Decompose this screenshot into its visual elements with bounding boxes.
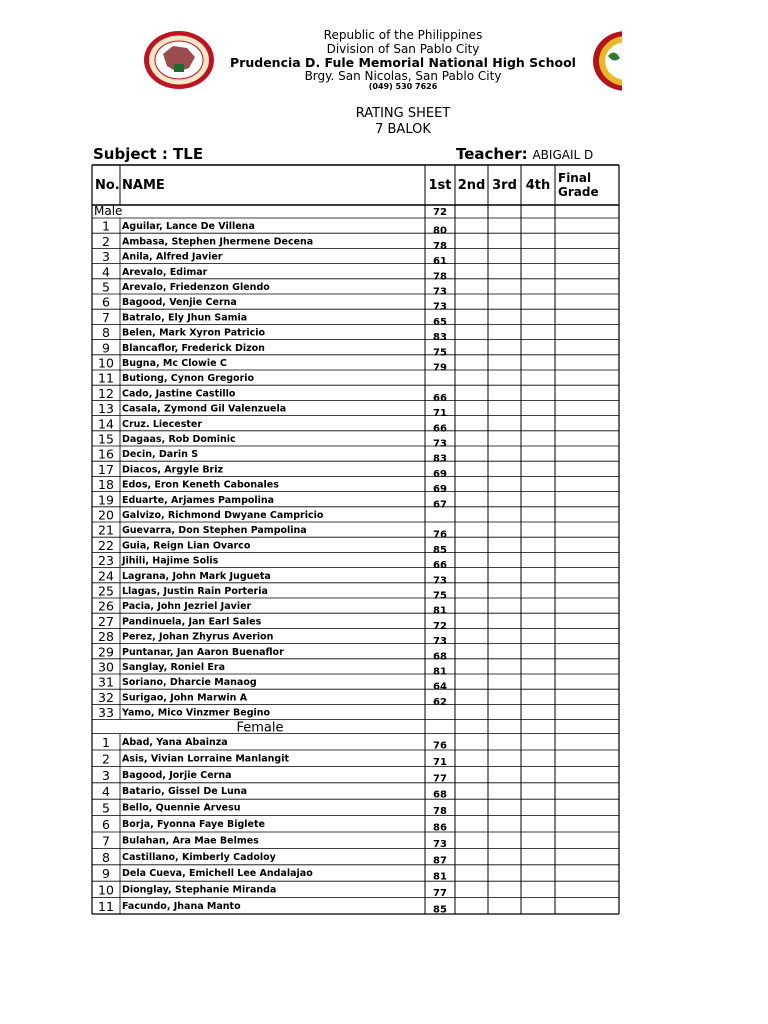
student-name: Sanglay, Roniel Era	[122, 662, 226, 673]
grade-cell: 76	[433, 529, 447, 541]
student-name: Batralo, Ely Jhun Samia	[122, 312, 248, 324]
row-number: 16	[98, 446, 114, 462]
row-number: 11	[98, 899, 114, 914]
row-number: 1	[102, 735, 110, 750]
female-section-label: Female	[236, 720, 284, 736]
student-name: Butiong, Cynon Gregorio	[122, 373, 255, 385]
student-name: Pacia, John Jezriel Javier	[122, 601, 252, 613]
student-name: Jihili, Hajime Solis	[122, 555, 219, 567]
student-name: Bulahan, Ara Mae Belmes	[122, 835, 259, 847]
republic-line: Republic of the Philippines	[323, 28, 483, 42]
student-name: Facundo, Jhana Manto	[122, 901, 241, 912]
row-number: 33	[98, 705, 114, 721]
grade-cell: 73	[433, 838, 447, 850]
column-header-name: NAME	[122, 178, 165, 193]
grade-cell: 85	[433, 544, 447, 556]
column-header-4th: 4th	[525, 178, 551, 193]
student-name: Edos, Eron Keneth Cabonales	[122, 479, 279, 491]
row-number: 10	[98, 882, 114, 898]
student-name: Aguilar, Lance De Villena	[122, 221, 255, 233]
grade-cell: 76	[433, 740, 447, 752]
student-name: Puntanar, Jan Aaron Buenaflor	[122, 646, 284, 658]
row-number: 31	[98, 674, 114, 690]
grade-cell: 69	[433, 468, 447, 480]
row-number: 24	[98, 568, 114, 584]
row-number: 7	[102, 309, 110, 325]
row-number: 30	[98, 659, 114, 675]
grade-cell: 73	[433, 301, 447, 313]
row-number: 4	[102, 784, 110, 800]
row-number: 8	[102, 325, 110, 341]
student-name: Arevalo, Edimar	[122, 266, 208, 278]
grade-cell: 75	[433, 347, 447, 359]
row-number: 5	[102, 800, 110, 816]
grade-cell: 79	[433, 362, 447, 374]
student-name: Pandinuela, Jan Earl Sales	[122, 616, 262, 628]
row-number: 7	[102, 833, 110, 849]
row-number: 25	[98, 583, 114, 599]
grade-cell: 81	[433, 871, 447, 883]
row-number: 19	[98, 492, 114, 508]
row-number: 21	[98, 522, 114, 538]
row-number: 14	[98, 416, 114, 432]
row-number: 10	[98, 355, 114, 371]
teacher-label: Teacher:	[456, 145, 528, 163]
grade-cell: 83	[433, 453, 447, 465]
student-name: Galvizo, Richmond Dwyane Campricio	[122, 510, 324, 521]
grade-cell: 73	[433, 438, 447, 450]
grade-cell: 77	[433, 773, 447, 785]
grade-cell: 71	[433, 408, 447, 420]
column-header-1st: 1st	[428, 178, 452, 193]
student-name: Lagrana, John Mark Jugueta	[122, 570, 271, 582]
row-number: 6	[102, 817, 110, 832]
row-number: 13	[98, 401, 114, 417]
student-name: Yamo, Mico Vinzmer Begino	[122, 707, 271, 719]
student-name: Borja, Fyonna Faye Biglete	[122, 819, 265, 830]
column-header-no: No.	[95, 178, 120, 193]
teacher-name: ABIGAIL D	[532, 148, 594, 162]
row-number: 3	[102, 249, 110, 265]
grade-cell: 83	[433, 332, 447, 344]
student-name: Asis, Vivian Lorraine Manlangit	[122, 753, 289, 765]
student-name: Anila, Alfred Javier	[122, 251, 223, 263]
row-number: 15	[98, 431, 114, 447]
grade-cell: 73	[433, 575, 447, 587]
grade-cell: 71	[433, 756, 447, 768]
student-name: Guevarra, Don Stephen Pampolina	[122, 525, 307, 537]
row-number: 32	[98, 689, 114, 705]
student-name: Batario, Gissel De Luna	[122, 786, 247, 798]
grade-cell: 73	[433, 636, 447, 648]
grade-cell: 85	[433, 904, 447, 916]
grade-cell: 72	[433, 620, 447, 632]
student-name: Llagas, Justin Rain Porteria	[122, 586, 268, 597]
row-number: 18	[98, 477, 114, 493]
grade-cell: 87	[433, 855, 447, 867]
grade-cell: 77	[433, 888, 447, 900]
row-number: 27	[98, 613, 114, 629]
student-name: Cruz. Liecester	[122, 418, 203, 430]
grade-cell: 78	[433, 271, 447, 283]
row-number: 23	[98, 553, 114, 569]
student-name: Guia, Reign Lian Ovarco	[122, 540, 251, 552]
student-name: Diacos, Argyle Briz	[122, 464, 224, 476]
column-header-3rd: 3rd	[492, 178, 517, 193]
column-header-final: Final	[558, 171, 592, 185]
student-name: Belen, Mark Xyron Patricio	[122, 327, 266, 339]
grade-cell: 61	[433, 256, 447, 268]
grade-cell: 73	[433, 286, 447, 298]
row-number: 5	[102, 279, 110, 295]
grade-cell: 69	[433, 484, 447, 496]
row-number: 2	[102, 751, 110, 767]
column-header-grade: Grade	[558, 185, 599, 199]
grade-cell: 66	[433, 423, 447, 435]
student-name: Arevalo, Friedenzon Glendo	[122, 282, 270, 293]
sheet-title: RATING SHEET	[355, 106, 451, 121]
section-name: 7 BALOK	[375, 122, 431, 137]
student-name: Casala, Zymond Gil Valenzuela	[122, 403, 287, 415]
grade-cell: 86	[433, 822, 447, 834]
row-number: 9	[102, 340, 110, 356]
subject-label: Subject : TLE	[93, 145, 204, 163]
division-line: Division of San Pablo City	[326, 42, 480, 56]
grade-cell: 68	[433, 789, 447, 801]
student-name: Abad, Yana Abainza	[122, 737, 228, 748]
student-name: Surigao, John Marwin A	[122, 692, 248, 704]
student-name: Dela Cueva, Emichell Lee Andalajao	[122, 868, 313, 880]
row-number: 1	[102, 218, 110, 234]
grade-cell: 80	[433, 225, 447, 237]
student-name: Soriano, Dharcie Manaog	[122, 677, 257, 689]
grade-cell: 81	[433, 666, 447, 678]
student-name: Perez, Johan Zhyrus Averion	[122, 631, 274, 643]
student-name: Bello, Quennie Arvesu	[122, 802, 241, 814]
student-name: Bagood, Jorjie Cerna	[122, 769, 232, 781]
grade-cell: 66	[433, 392, 447, 404]
student-name: Blancaflor, Frederick Dizon	[122, 342, 265, 354]
grade-cell: 75	[433, 590, 447, 602]
grade-cell: 67	[433, 499, 447, 511]
student-name: Eduarte, Arjames Pampolina	[122, 494, 275, 506]
student-name: Bugna, Mc Clowie C	[122, 358, 227, 369]
grade-cell: 78	[433, 240, 447, 252]
grade-cell: 78	[433, 806, 447, 818]
student-name: Cado, Jastine Castillo	[122, 388, 236, 400]
row-number: 28	[98, 629, 114, 645]
male-section-label: Male	[94, 204, 123, 218]
row-number: 6	[102, 294, 110, 310]
student-name: Ambasa, Stephen Jhermene Decena	[122, 236, 314, 248]
row-number: 22	[98, 537, 114, 553]
row-number: 8	[102, 849, 110, 865]
row-number: 9	[102, 866, 110, 882]
student-name: Dagaas, Rob Dominic	[122, 434, 236, 445]
row-number: 2	[102, 233, 110, 249]
student-name: Castillano, Kimberly Cadoloy	[122, 851, 276, 863]
row-number: 3	[102, 767, 110, 783]
grade-cell: 66	[433, 560, 447, 572]
grade-cell: 62	[433, 696, 447, 708]
student-name: Decin, Darin S	[122, 449, 199, 461]
row-number: 17	[98, 461, 114, 477]
student-name: Bagood, Venjie Cerna	[122, 297, 237, 309]
grade-cell: 68	[433, 651, 447, 663]
row-number: 20	[98, 507, 114, 523]
row-number: 26	[98, 598, 114, 614]
student-name: Dionglay, Stephanie Miranda	[122, 884, 277, 896]
grade-cell: 65	[433, 316, 447, 328]
grade-cell: 72	[433, 207, 447, 218]
grade-cell: 64	[433, 681, 447, 693]
row-number: 12	[98, 385, 114, 401]
row-number: 29	[98, 644, 114, 660]
column-header-2nd: 2nd	[457, 178, 486, 193]
row-number: 4	[102, 264, 110, 280]
school-phone: (049) 530 7626	[368, 82, 438, 91]
school-name: Prudencia D. Fule Memorial National High School	[230, 55, 576, 70]
row-number: 11	[98, 370, 114, 386]
grade-cell: 81	[433, 605, 447, 617]
school-address: Brgy. San Nicolas, San Pablo City	[304, 69, 502, 83]
